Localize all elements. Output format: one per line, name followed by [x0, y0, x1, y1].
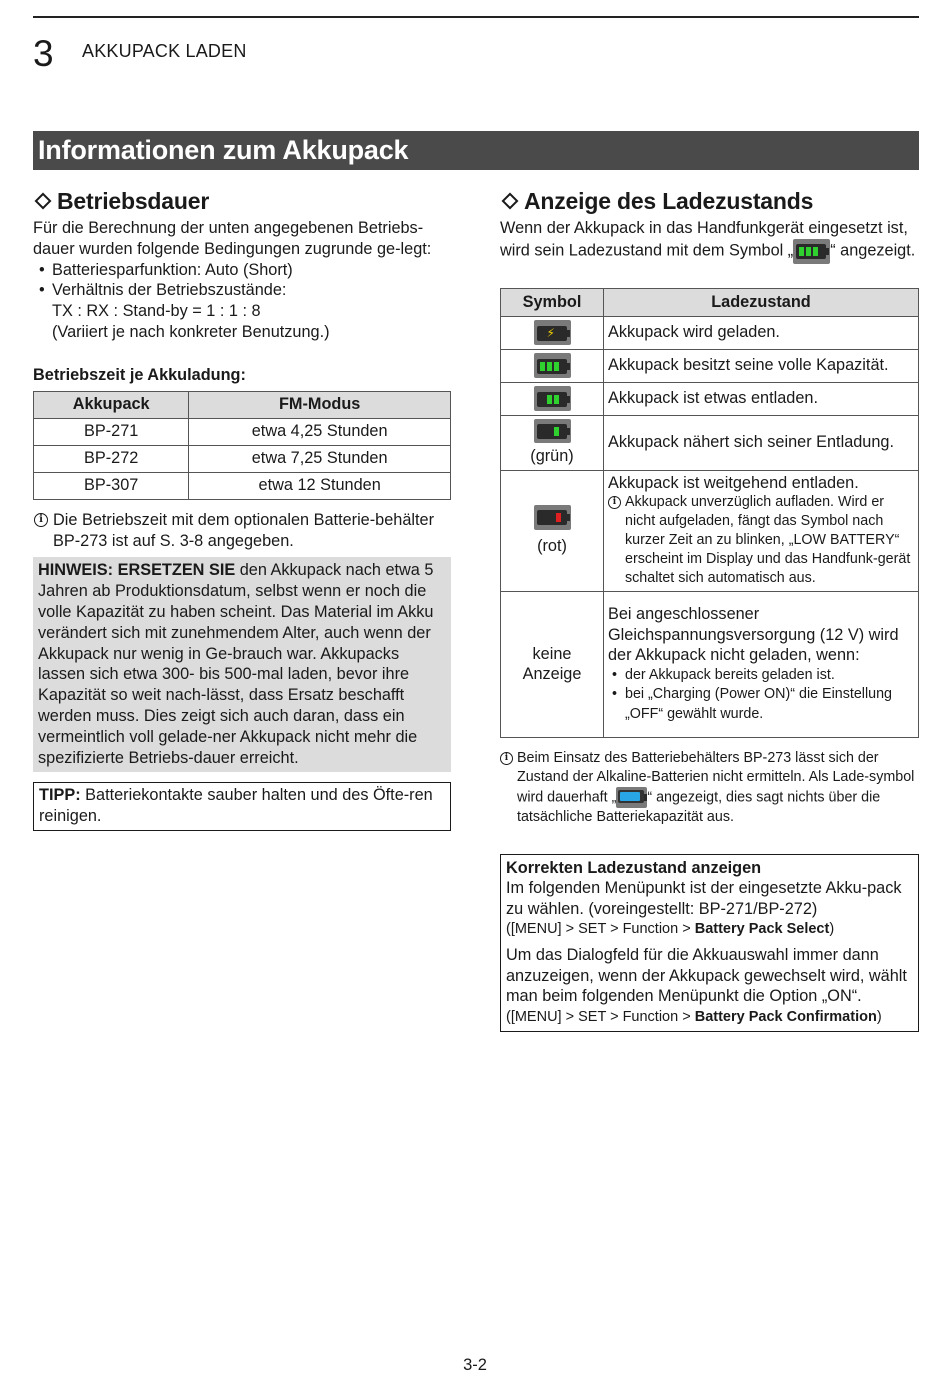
intro-text-b: “ angezeigt.: [830, 241, 916, 260]
state-text: Akkupack ist weitgehend entladen.: [608, 473, 859, 492]
note-text: Die Betriebszeit mit dem optionalen Batterie-behälter BP-273 ist auf S. 3-8 angegeben.: [53, 510, 434, 550]
menu-item-name: Battery Pack Confirmation: [694, 1008, 877, 1025]
bullet-text: der Akkupack bereits geladen ist.: [625, 666, 835, 683]
state-text: Bei angeschlossener Gleichspannungsversorgung (12 V) wird der Akkupack nicht geladen, wenn:: [608, 605, 899, 665]
table-cell: etwa 12 Stunden: [189, 472, 451, 499]
box-title: Korrekten Ladezustand anzeigen: [506, 858, 762, 877]
ratio-note: (Variiert je nach konkreter Benutzung.): [52, 322, 330, 341]
bullet-text: bei „Charging (Power ON)“ die Einstellung „OFF“ gewählt wurde.: [625, 686, 892, 722]
tip-label: TIPP:: [39, 786, 81, 805]
symbol-cell: [501, 591, 604, 737]
bullet-text: Batteriesparfunktion: Auto (Short): [52, 260, 293, 279]
bullet-item: • Verhältnis der Betriebszustände:: [39, 281, 287, 300]
info-note: [33, 510, 451, 552]
battery-full-icon: [793, 239, 830, 264]
state-cell: Akkupack nähert sich seiner Entladung.: [604, 415, 919, 470]
menu-path-end: ): [829, 921, 835, 938]
table-label: Betriebszeit je Akkuladung:: [33, 365, 246, 384]
tip-box: [33, 782, 451, 831]
betriebsdauer-heading: [33, 186, 451, 216]
symbol-cell: [501, 415, 604, 470]
info-text: Akkupack unverzüglich aufladen. Wird er nicht aufgeladen, fängt das Symbol nach kurzer Zeit an zu blinken, „LOW BATTERY“ erscheint im Display und das Handfunk-gerät schaltet sich automatisch aus.: [625, 494, 911, 587]
column-header: Akkupack: [34, 391, 189, 418]
warning-label: HINWEIS: ERSETZEN SIE: [38, 561, 236, 580]
state-cell: Akkupack wird geladen.: [604, 316, 919, 349]
warning-box: [33, 557, 451, 772]
battery-one-bar-green-icon: [534, 419, 571, 444]
battery-red-icon: [534, 505, 571, 530]
symbol-cell: [501, 470, 604, 591]
note-text: [517, 749, 919, 827]
column-header: FM-Modus: [189, 391, 451, 418]
state-cell: Akkupack ist etwas entladen.: [604, 382, 919, 415]
tip-text: Batteriekontakte sauber halten und des Öfte-ren reinigen.: [39, 786, 433, 826]
ratio-text: TX : RX : Stand-by = 1 : 1 : 8: [52, 302, 261, 321]
diamond-icon: [502, 193, 519, 210]
symbol-cell: [501, 316, 604, 349]
box-text: Im folgenden Menüpunkt ist der eingesetzte Akku-pack zu wählen. (voreingestellt: BP-271/BP-272): [506, 879, 902, 918]
symbol-label: (grün): [530, 447, 574, 466]
table-row: [501, 591, 919, 737]
table-row: [34, 472, 451, 499]
info-icon: i: [500, 752, 513, 765]
section-banner: Informationen zum Akkupack: [33, 131, 919, 170]
symbol-cell: [501, 349, 604, 382]
header-rule: [33, 16, 919, 18]
menu-path-text: ([MENU] > SET > Function >: [506, 1008, 695, 1025]
state-cell: [604, 470, 919, 591]
table-row: [501, 316, 919, 349]
diamond-icon: [35, 193, 52, 210]
list-item: • der Akkupack bereits geladen ist.: [608, 666, 914, 686]
heading-text: Betriebsdauer: [57, 188, 210, 214]
info-icon: i: [608, 496, 621, 509]
bullet-item: • Batteriesparfunktion: Auto (Short): [39, 260, 293, 279]
state-cell: [604, 591, 919, 737]
table-cell: BP-271: [34, 418, 189, 445]
info-note: [500, 749, 919, 827]
menu-item-name: Battery Pack Select: [694, 921, 830, 938]
table-row: [34, 445, 451, 472]
battery-two-bars-icon: [534, 386, 571, 411]
table-cell: etwa 4,25 Stunden: [189, 418, 451, 445]
symbol-label: keine Anzeige: [522, 644, 582, 684]
intro-text-a: Wenn der Akkupack in das Handfunkgerät eingesetzt ist, wird sein Ladezustand mit dem Symbol „: [500, 219, 908, 260]
runtime-table: [33, 391, 451, 500]
chapter-title: AKKUPACK LADEN: [82, 41, 247, 61]
info-note: [608, 493, 914, 588]
page-number: 3-2: [463, 1356, 487, 1374]
chapter-number: 3: [33, 33, 54, 74]
intro-text: Für die Berechnung der unten angegebenen Betriebs-dauer wurden folgende Bedingungen zugrunde ge-legt:: [33, 219, 432, 258]
heading-text: Anzeige des Ladezustands: [524, 188, 814, 214]
info-icon: i: [34, 513, 48, 527]
note-text-a: Beim Einsatz des Batteriebehälters BP-273 lässt sich der Zustand der Alkaline-Batterien nicht ermitteln. Als Lade-symbol wird dauerhaft „: [517, 749, 915, 805]
symbol-cell: [501, 382, 604, 415]
battery-charging-icon: ⚡: [534, 320, 571, 345]
warning-text: den Akkupack nach etwa 5 Jahren ab Produktionsdatum, selbst wenn er noch die volle Kapazität zu haben scheint. Das Material im Akku verändert sich mit zunehmendem Alter, auch wenn der Akkupack nur wenig in Ge-brauch war. Akkupacks lassen sich etwa 300- bis 500-mal laden, bevor ihre Kapazität so weit nach-lässt, dass Ersatz beschafft werden muss. Dies zeigt sich auch daran, dass ein vermeintlich voll gelade-ner Akkupack nicht mehr die spezifizierte Betriebs-dauer erreicht.: [38, 561, 434, 767]
battery-full-icon: [534, 353, 571, 378]
battery-blue-icon: [616, 787, 647, 808]
right-column: [500, 186, 919, 1032]
bullet-text: Verhältnis der Betriebszustände:: [52, 281, 287, 300]
state-cell: Akkupack besitzt seine volle Kapazität.: [604, 349, 919, 382]
table-cell: BP-272: [34, 445, 189, 472]
list-item: • bei „Charging (Power ON)“ die Einstellung „OFF“ gewählt wurde.: [608, 685, 914, 724]
menu-path-end: ): [876, 1008, 882, 1025]
left-column: [33, 186, 451, 831]
table-row: [501, 415, 919, 470]
table-row: [501, 349, 919, 382]
table-row: [501, 382, 919, 415]
table-row: [34, 418, 451, 445]
column-header: Symbol: [501, 288, 604, 316]
settings-box: [500, 854, 919, 1032]
table-cell: BP-307: [34, 472, 189, 499]
symbol-label: (rot): [537, 536, 567, 555]
column-header: Ladezustand: [604, 288, 919, 316]
charge-state-table: [500, 288, 919, 738]
ladezustand-heading: [500, 186, 919, 216]
table-row: [501, 470, 919, 591]
menu-path-text: ([MENU] > SET > Function >: [506, 921, 695, 938]
intro-text: [500, 218, 919, 264]
note-text-b: “ angezeigt, dies sagt nichts über die tatsächliche Batteriekapazität aus.: [517, 788, 881, 825]
table-cell: etwa 7,25 Stunden: [189, 445, 451, 472]
menu-path: [506, 919, 913, 939]
box-text: Um das Dialogfeld für die Akkuauswahl immer dann anzuzeigen, wenn der Akkupack gewechselt wird, wählt man beim folgenden Menüpunkt die Option „ON“.: [506, 946, 907, 1006]
menu-path: [506, 1007, 913, 1027]
